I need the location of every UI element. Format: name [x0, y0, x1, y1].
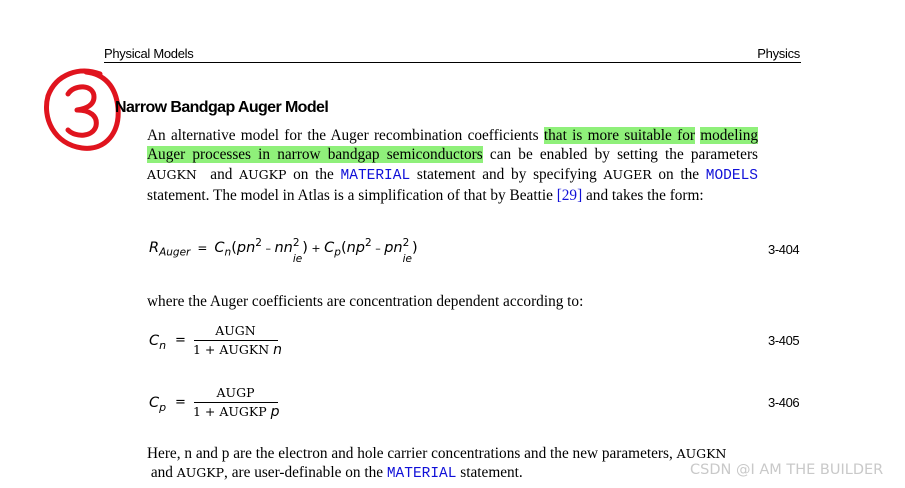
fraction-denominator [193, 342, 282, 358]
eq-operator: + [307, 241, 325, 255]
eq-lhs [149, 333, 166, 352]
eq-symbol: np [346, 239, 366, 256]
eq-symbol: pn [236, 239, 256, 256]
material-statement-link[interactable]: MATERIAL [386, 466, 457, 483]
eq-subscript: p [334, 246, 341, 259]
eq-superscript: 2 [402, 236, 410, 249]
intro-paragraph [147, 126, 758, 206]
equation-number: 3-406 [768, 395, 800, 410]
text-run: statement and by specifying [410, 165, 604, 183]
text-run: and [196, 165, 240, 183]
fraction-bar [194, 340, 278, 341]
text-run: statement. [456, 464, 523, 482]
models-statement-link[interactable]: MODELS [705, 167, 758, 184]
eq-variable: n [273, 342, 283, 358]
eq-symbol: pn [384, 239, 403, 256]
section-title: Narrow Bandgap Auger Model [115, 99, 329, 116]
running-header-left: Physical Models [104, 46, 194, 61]
eq-paren: ) [302, 239, 308, 256]
fraction-numerator: AUGP [216, 385, 255, 400]
eq-sign: = [175, 395, 186, 410]
text-run: on the [651, 165, 706, 183]
text-run: and takes the form: [582, 187, 704, 205]
parameter-augkn: AUGKN [147, 166, 197, 182]
header-rule [104, 62, 801, 63]
running-header-right: Physics [757, 46, 800, 61]
closing-paragraph [147, 444, 758, 485]
eq-text: 1 + AUGKN [193, 342, 274, 357]
eq-operator: – [261, 241, 275, 255]
eq-sign: = [175, 333, 186, 348]
fraction-numerator: AUGN [215, 323, 256, 338]
eq-text: 1 + AUGKP [193, 404, 271, 419]
eq-subscript: n [224, 246, 232, 259]
text-run: An alternative model for the Auger recombination coefficients [147, 127, 544, 144]
highlighted-text: that is more suitable for [543, 127, 695, 144]
material-statement-link[interactable]: MATERIAL [340, 167, 411, 184]
text-run: , are user-definable on the [224, 464, 387, 482]
text-run: Here, n and p are the electron and hole carrier concentrations and the new parameters, [147, 445, 677, 462]
eq-paren: ( [340, 239, 347, 256]
parameter-augkp: AUGKP [176, 465, 225, 481]
citation-link[interactable]: [29] [556, 187, 583, 205]
parameter-augkn: AUGKN [676, 446, 727, 461]
eq-paren: ) [412, 239, 418, 256]
watermark: CSDN @I AM THE BUILDER [690, 462, 884, 478]
equation-3-404 [149, 236, 418, 265]
text-run: on the [286, 165, 341, 183]
eq-symbol: C [214, 239, 225, 256]
coefficient-paragraph: where the Auger coefficients are concentration dependent according to: [147, 293, 584, 310]
eq-symbol: C [149, 395, 160, 411]
eq-superscript: 2 [255, 237, 262, 249]
eq-variable: p [270, 404, 280, 420]
eq-symbol: C [324, 239, 335, 256]
eq-subscript: p [159, 400, 167, 414]
eq-paren: ( [231, 239, 237, 256]
eq-symbol: R [149, 239, 160, 256]
eq-subscript: n [159, 338, 167, 352]
fraction-denominator [193, 404, 280, 420]
circled-number-3-annotation [40, 64, 124, 152]
eq-lhs [149, 395, 166, 414]
text-run: statement. The model in Atlas is a simplification of that by Beattie [147, 187, 557, 205]
eq-operator: – [371, 241, 385, 255]
parameter-augkp: AUGKP [239, 166, 287, 182]
eq-superscript: 2 [292, 236, 300, 249]
fraction-bar [194, 402, 278, 403]
text-run: and [147, 464, 177, 482]
eq-sign: = [197, 240, 208, 255]
eq-subscript: ie [292, 252, 303, 265]
parameter-auger: AUGER [603, 166, 652, 182]
eq-subscript: Auger [159, 246, 191, 259]
text-run: can be enabled by setting the parameters [482, 146, 758, 164]
equation-number: 3-404 [768, 242, 800, 257]
eq-subscript: ie [402, 252, 412, 265]
equation-number: 3-405 [768, 333, 800, 348]
highlighted-text: modeling Auger processes in narrow bandgap semiconductors [147, 127, 758, 164]
eq-symbol: C [149, 333, 160, 349]
eq-symbol: nn [274, 239, 293, 256]
eq-superscript: 2 [365, 237, 372, 249]
